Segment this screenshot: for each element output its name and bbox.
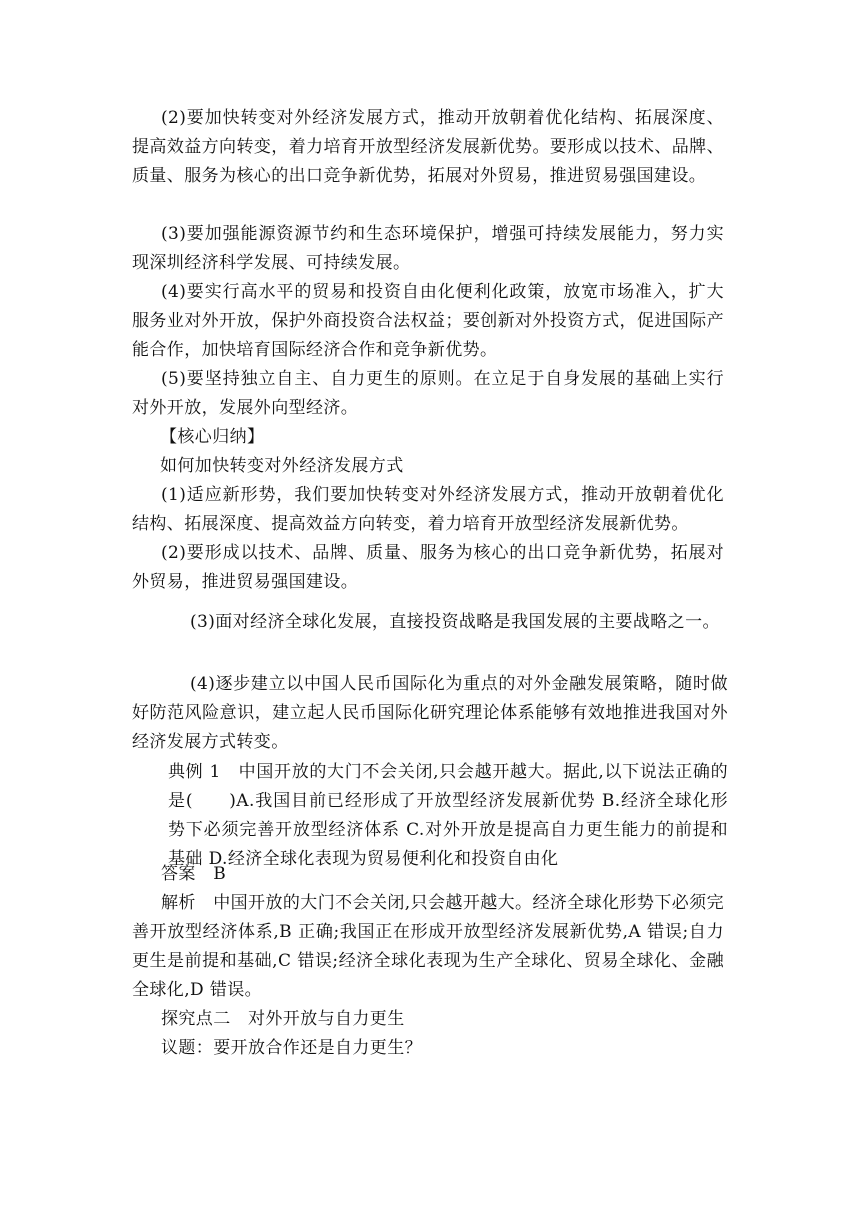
core-summary-heading: 【核心归纳】: [160, 427, 265, 447]
example-answer: 答案 B: [161, 864, 227, 884]
section-heading: 探究点二 对外开放与自力更生: [161, 1009, 405, 1029]
paragraph-trade-investment: (4)要实行高水平的贸易和投资自由化便利化政策，放宽市场准入，扩大服务业对外开放，保护外商投资合法权益；要创新对外投资方式，促进国际产能合作，加快培育国际经济合作和竞争新优势。: [132, 282, 724, 360]
paragraph-self-reliance: (5)要坚持独立自主、自力更生的原则。在立足于自身发展的基础上实行对外开放，发展外向型经济。: [132, 369, 724, 418]
example-analysis: 解析 中国开放的大门不会关闭,只会越开越大。经济全球化形势下必须完善开放型经济体系,B 正确;我国正在形成开放型经济发展新优势,A 错误;自力更生是前提和基础,C 错误;经济全球化表现为生产全球化、贸易全球化、金融全球化,D 错误。: [132, 893, 724, 1000]
paragraph-energy-environment: (3)要加强能源资源节约和生态环境保护，增强可持续发展能力，努力实现深圳经济科学发展、可持续发展。: [132, 224, 724, 273]
example-question: 典例 1 中国开放的大门不会关闭,只会越开越大。据此,以下说法正确的是( )A.我国目前已经形成了开放型经济发展新优势 B.经济全球化形势下必须完善开放型经济体系 C.对外开放是提高自力更生能力的前提和基础 D.经济全球化表现为贸易便利化和投资自由化: [168, 762, 728, 869]
core-point-4: (4)逐步建立以中国人民币国际化为重点的对外金融发展策略，随时做好防范风险意识，建立起人民币国际化研究理论体系能够有效地推进我国对外经济发展方式转变。: [132, 674, 728, 752]
core-point-1: (1)适应新形势，我们要加快转变对外经济发展方式，推动开放朝着优化结构、拓展深度、提高效益方向转变，着力培育开放型经济发展新优势。: [132, 485, 724, 534]
discussion-topic: 议题：要开放合作还是自力更生？: [161, 1038, 422, 1058]
core-point-2: (2)要形成以技术、品牌、质量、服务为核心的出口竞争新优势，拓展对外贸易，推进贸易强国建设。: [132, 543, 724, 592]
core-point-3: (3)面对经济全球化发展，直接投资战略是我国发展的主要战略之一。: [190, 612, 720, 632]
core-summary-subtitle: 如何加快转变对外经济发展方式: [160, 456, 404, 476]
paragraph-transform-mode: (2)要加快转变对外经济发展方式，推动开放朝着优化结构、拓展深度、提高效益方向转变，着力培育开放型经济发展新优势。要形成以技术、品牌、质量、服务为核心的出口竞争新优势，拓展对外贸易，推进贸易强国建设。: [132, 108, 724, 186]
